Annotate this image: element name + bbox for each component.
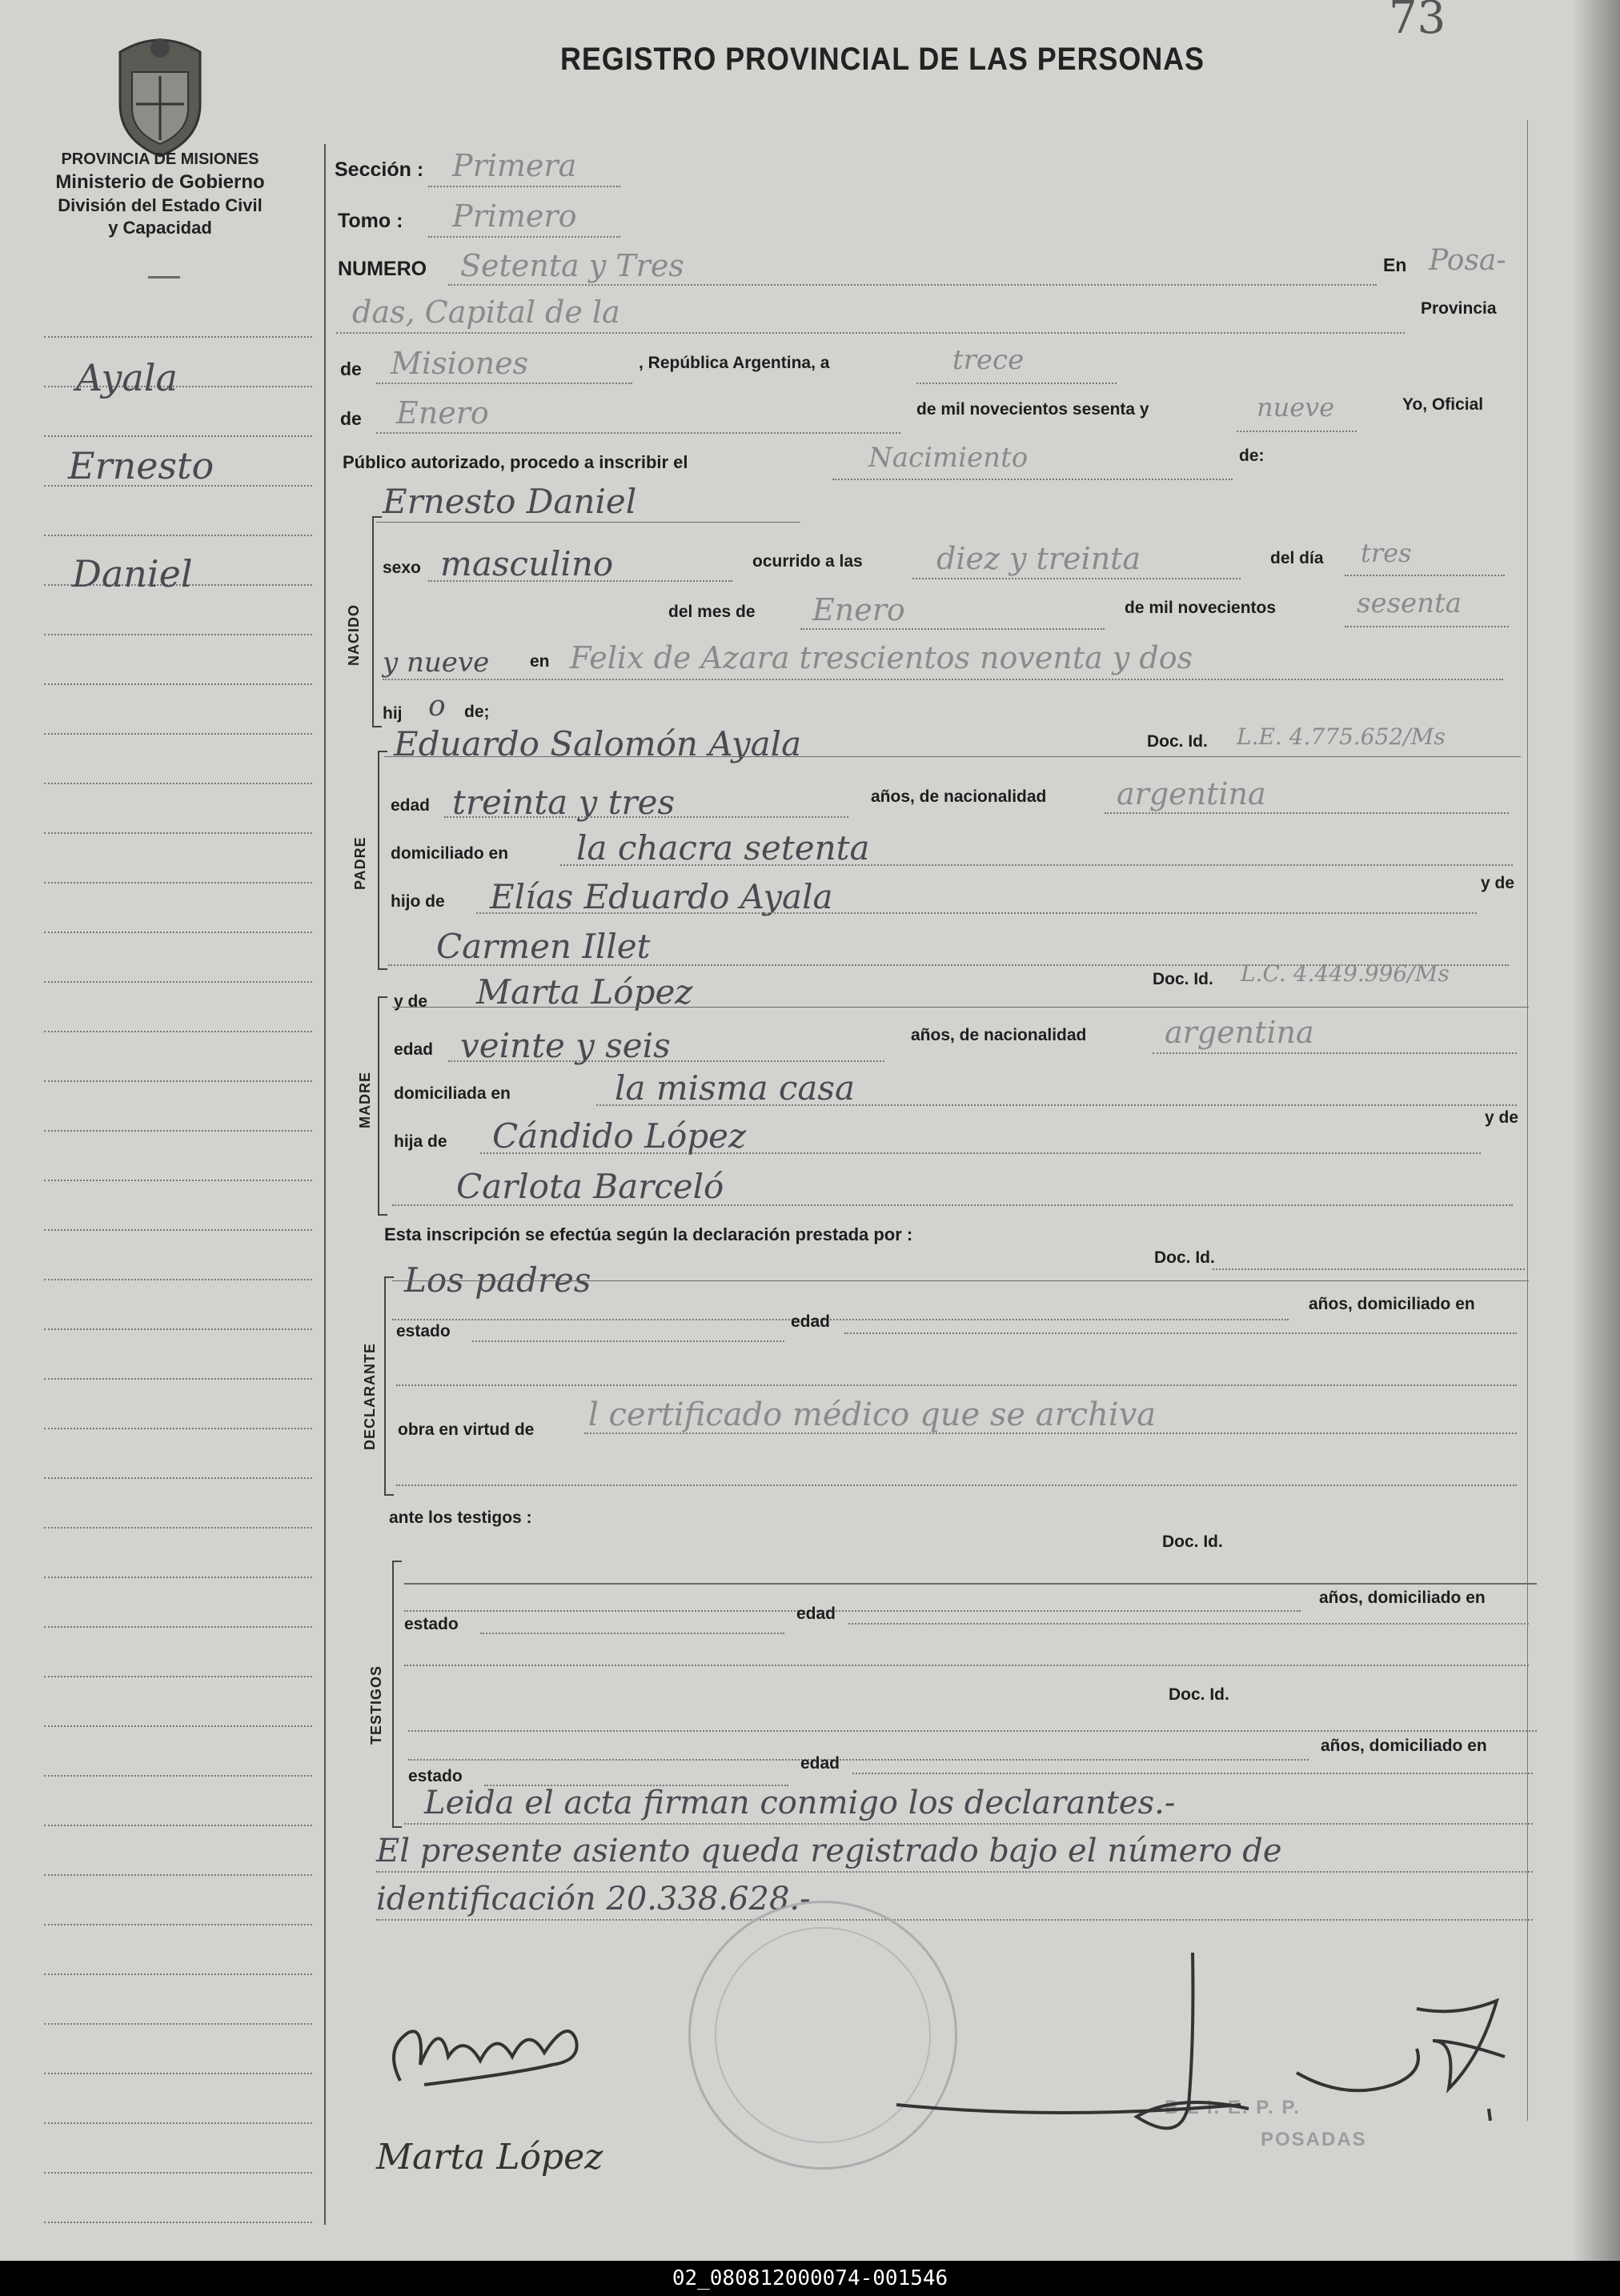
org-line-2: Ministerio de Gobierno (55, 171, 265, 193)
acto-value: Nacimiento (868, 442, 1029, 474)
obra-value: l certificado médico que se archiva (588, 1396, 1157, 1433)
en-value-b: das, Capital de la (352, 295, 620, 330)
dia-line (1345, 575, 1505, 576)
margin-rule-line (44, 1924, 312, 1925)
testigo1-estado-line (480, 1633, 784, 1634)
testigo2-name-line (408, 1730, 1537, 1732)
madre-madre-value: Carlota Barceló (456, 1167, 724, 1206)
testigo1-blank-line (404, 1665, 1529, 1666)
declarante-blank-line-2 (396, 1485, 1517, 1486)
nacido-en-label: en (530, 652, 550, 671)
provincia-label: Provincia (1421, 299, 1497, 318)
margin-rule-line (44, 1328, 312, 1330)
nacido-label: NACIDO (346, 604, 362, 666)
margin-rule-line (44, 1031, 312, 1032)
margin-rule-line (44, 882, 312, 884)
mes-line (800, 628, 1105, 630)
madre-hijade-label: hija de (394, 1132, 447, 1151)
publico-label: Público autorizado, procedo a inscribir el (343, 452, 688, 472)
day-line (916, 383, 1117, 384)
declarante-estado-label: estado (396, 1322, 451, 1340)
margin-rule-line (44, 2073, 312, 2074)
margin-rule-line (44, 1080, 312, 1082)
declarante-edad-line (844, 1332, 1517, 1334)
testigo1-name-line (404, 1583, 1537, 1585)
seccion-label: Sección : (335, 158, 424, 181)
padre-hijode-value: Elías Eduardo Ayala (490, 877, 833, 916)
obra-line (584, 1432, 1517, 1434)
madre-hijade-line (480, 1152, 1481, 1154)
margin-rule-line (44, 832, 312, 834)
margin-rule-line (44, 932, 312, 933)
declarante-name: Los padres (404, 1260, 591, 1300)
margin-rule-line (44, 535, 312, 536)
tomo-label: Tomo : (338, 210, 403, 232)
margin-name-1: Ernesto (68, 444, 215, 487)
margin-rule-line (44, 336, 312, 338)
testigo2-edad-label: edad (800, 1754, 840, 1773)
margin-rule-line (44, 634, 312, 635)
closing-line-2-rule (376, 1871, 1533, 1873)
coat-of-arms-icon (104, 28, 216, 160)
org-divider (148, 276, 180, 278)
sexo-label: sexo (383, 559, 421, 577)
margin-rule-line (44, 783, 312, 784)
hora-line (912, 578, 1241, 579)
document-title: REGISTRO PROVINCIAL DE LAS PERSONAS (560, 42, 1205, 77)
madre-bracket (378, 996, 387, 1216)
stamp-text-2: POSADAS (1261, 2129, 1367, 2150)
closing-line-3: identificación 20.338.628.- (376, 1881, 811, 1917)
declarante-estado-line (472, 1340, 784, 1342)
madre-edad-line (448, 1060, 884, 1062)
sexo-value: masculino (440, 544, 614, 583)
madre-doc-label: Doc. Id. (1153, 970, 1213, 988)
padre-doc-value: L.E. 4.775.652/Ms (1237, 723, 1446, 750)
margin-rule-line (44, 1626, 312, 1628)
madre-nac-line (1153, 1052, 1517, 1054)
madre-nac-label: años, de nacionalidad (911, 1026, 1087, 1044)
yo-label: Yo, Oficial (1402, 395, 1484, 414)
testigo1-doc-label: Doc. Id. (1162, 1533, 1223, 1551)
testigo2-age-line (408, 1759, 1309, 1761)
acto-line (832, 479, 1233, 480)
madre-madre-line (392, 1204, 1513, 1206)
margin-rule-line (44, 1229, 312, 1231)
padre-edad-line (444, 816, 848, 818)
testigo2-estado-label: estado (408, 1767, 463, 1785)
padre-dom-value: la chacra setenta (576, 828, 870, 868)
milnov-label: de mil novecientos (1125, 599, 1277, 617)
en-label: En (1383, 254, 1407, 275)
deldia-label: del día (1270, 549, 1324, 567)
margin-rule-line (44, 1874, 312, 1876)
padre-hijode-label: hijo de (391, 892, 445, 911)
madre-nac-value: argentina (1165, 1015, 1314, 1050)
margin-rule-line (44, 1130, 312, 1132)
closing-line-2: El presente asiento queda registrado bajo el número de (376, 1833, 1282, 1869)
margin-surname: Ayala (76, 356, 178, 399)
mil-label: de mil novecientos sesenta y (916, 400, 1149, 419)
year-value: nueve (1257, 392, 1335, 423)
madre-yde2-label: y de (1485, 1108, 1519, 1127)
obra-label: obra en virtud de (398, 1420, 535, 1439)
hora-value: diez y treinta (936, 541, 1141, 576)
testigo2-edad-line (852, 1773, 1533, 1774)
ocurrido-label: ocurrido a las (752, 552, 863, 571)
nacido-name: Ernesto Daniel (383, 482, 637, 521)
testigos-bracket (392, 1561, 402, 1828)
margin-rule-line (44, 1973, 312, 1975)
margin-rule-line (44, 1180, 312, 1181)
padre-dom-line (560, 864, 1513, 866)
lugar-value: Felix de Azara trescientos noventa y dos (570, 640, 1193, 675)
madre-dom-value: la misma casa (615, 1068, 856, 1108)
padre-hijode-line (476, 912, 1477, 914)
provincia-line (376, 383, 632, 384)
esta-label: Esta inscripción se efectúa según la declaración prestada por : (384, 1224, 913, 1244)
ante-label: ante los testigos : (389, 1509, 532, 1527)
margin-rule-line (44, 1775, 312, 1777)
testigo2-anios-label: años, domiciliado en (1321, 1737, 1487, 1755)
closing-line-1-rule (404, 1823, 1533, 1825)
en-line (336, 332, 1405, 334)
seccion-line (428, 186, 620, 187)
margin-rule (324, 144, 326, 2225)
padre-yde-label: y de (1481, 874, 1515, 892)
anio-line-a (1345, 626, 1509, 627)
margin-rule-line (44, 1725, 312, 1727)
republica-label: , República Argentina, a (639, 354, 830, 372)
month-line (376, 432, 900, 434)
de-label: de (340, 359, 362, 379)
margin-rule-line (44, 1577, 312, 1578)
margin-rule-line (44, 435, 312, 437)
padre-nac-value: argentina (1117, 776, 1266, 811)
margin-rule-line (44, 2172, 312, 2174)
margin-rule-line (44, 1825, 312, 1826)
stamp-text-1: B L I. E. P. P. (1165, 2097, 1301, 2118)
madre-label: MADRE (357, 1072, 373, 1128)
testigo1-edad-line (848, 1623, 1529, 1625)
madre-edad-value: veinte y seis (460, 1026, 671, 1065)
testigo1-anios-label: años, domiciliado en (1319, 1589, 1486, 1607)
anio-value-a: sesenta (1357, 587, 1462, 619)
margin-rule-line (44, 1477, 312, 1479)
padre-edad-label: edad (391, 796, 431, 815)
margin-rule-line (44, 733, 312, 735)
de3-label: de: (1239, 447, 1265, 465)
padre-madre-value: Carmen Illet (436, 927, 651, 966)
margin-rule-line (44, 1378, 312, 1380)
padre-nac-label: años, de nacionalidad (871, 787, 1047, 806)
padre-dom-label: domiciliado en (391, 844, 509, 863)
declarante-edad-label: edad (791, 1312, 831, 1331)
org-line-3: División del Estado Civil (58, 195, 263, 215)
right-rule (1527, 120, 1528, 2121)
margin-rule-line (44, 2023, 312, 2025)
delmes-label: del mes de (668, 603, 756, 621)
tomo-value: Primero (452, 198, 577, 234)
margin-rule-line (44, 981, 312, 983)
madre-dom-line (596, 1104, 1517, 1106)
declarante-bracket (384, 1276, 394, 1496)
padre-bracket (378, 751, 387, 970)
image-id-footer: 02_080812000074-001546 (0, 2261, 1620, 2296)
lugar-line (383, 679, 1503, 680)
padre-edad-value: treinta y tres (452, 783, 676, 822)
margin-rule-line (44, 683, 312, 685)
declarante-doc-line (1213, 1268, 1525, 1270)
margin-rule-line (44, 1428, 312, 1429)
mes-value: Enero (812, 592, 905, 627)
margin-rule-line (44, 1676, 312, 1677)
madre-doc-value: L.C. 4.449.996/Ms (1241, 960, 1450, 987)
declarante-doc-label: Doc. Id. (1154, 1248, 1215, 1267)
declarante-blank-line (396, 1384, 1517, 1386)
page-number: 73 (1389, 0, 1446, 44)
hij-value: o (428, 690, 446, 723)
nacido-bracket (372, 516, 382, 727)
margin-name-2: Daniel (72, 552, 193, 595)
declarante-age-line (392, 1319, 1289, 1320)
org-line-4: y Capacidad (108, 218, 212, 238)
declarante-label: DECLARANTE (362, 1343, 378, 1450)
testigo1-edad-label: edad (796, 1605, 836, 1623)
nacido-de-label: de; (464, 703, 490, 721)
en-value-a: Posa- (1429, 244, 1506, 277)
father-signature-icon (376, 2001, 616, 2105)
margin-rule-line (44, 2222, 312, 2223)
closing-line-1: Leida el acta firman conmigo los declarantes.- (424, 1785, 1176, 1821)
year-line (1237, 431, 1357, 432)
official-signature-icon (896, 1921, 1537, 2169)
madre-name: Marta López (476, 972, 693, 1012)
padre-name-line (384, 756, 1521, 757)
numero-line (448, 284, 1377, 286)
dia-value: tres (1361, 538, 1412, 568)
mother-signature: Marta López (376, 2137, 603, 2178)
madre-dom-label: domiciliada en (394, 1084, 511, 1103)
nacido-name-line (376, 522, 800, 523)
org-line-1: PROVINCIA DE MISIONES (61, 150, 259, 168)
margin-rule-line (44, 1279, 312, 1280)
madre-edad-label: edad (394, 1040, 434, 1059)
padre-nac-line (1105, 812, 1509, 814)
testigo1-age-line (404, 1610, 1301, 1612)
padre-doc-label: Doc. Id. (1147, 732, 1208, 751)
madre-name-line (392, 1007, 1529, 1008)
testigo1-estado-label: estado (404, 1615, 459, 1633)
testigos-label: TESTIGOS (368, 1665, 384, 1745)
madre-hijade-value: Cándido López (492, 1116, 747, 1156)
madre-yde-label: y de (394, 992, 428, 1011)
tomo-line (428, 236, 620, 238)
hij-label: hij (383, 704, 403, 723)
anio-value-b: y nueve (383, 647, 490, 679)
numero-label: NUMERO (338, 258, 427, 280)
padre-name: Eduardo Salomón Ayala (394, 724, 802, 763)
margin-rule-line (44, 2122, 312, 2124)
sexo-line (428, 580, 732, 582)
declarante-anios-label: años, domiciliado en (1309, 1295, 1475, 1313)
de2-label: de (340, 408, 362, 429)
seccion-value: Primera (452, 148, 577, 183)
day-value: trece (952, 344, 1025, 376)
month-value: Enero (396, 395, 489, 431)
declarante-name-line (392, 1280, 1529, 1281)
padre-label: PADRE (352, 836, 368, 890)
provincia-value: Misiones (391, 346, 529, 381)
testigo2-doc-label: Doc. Id. (1169, 1685, 1229, 1704)
margin-rule-line (44, 1527, 312, 1529)
numero-value: Setenta y Tres (460, 248, 684, 283)
